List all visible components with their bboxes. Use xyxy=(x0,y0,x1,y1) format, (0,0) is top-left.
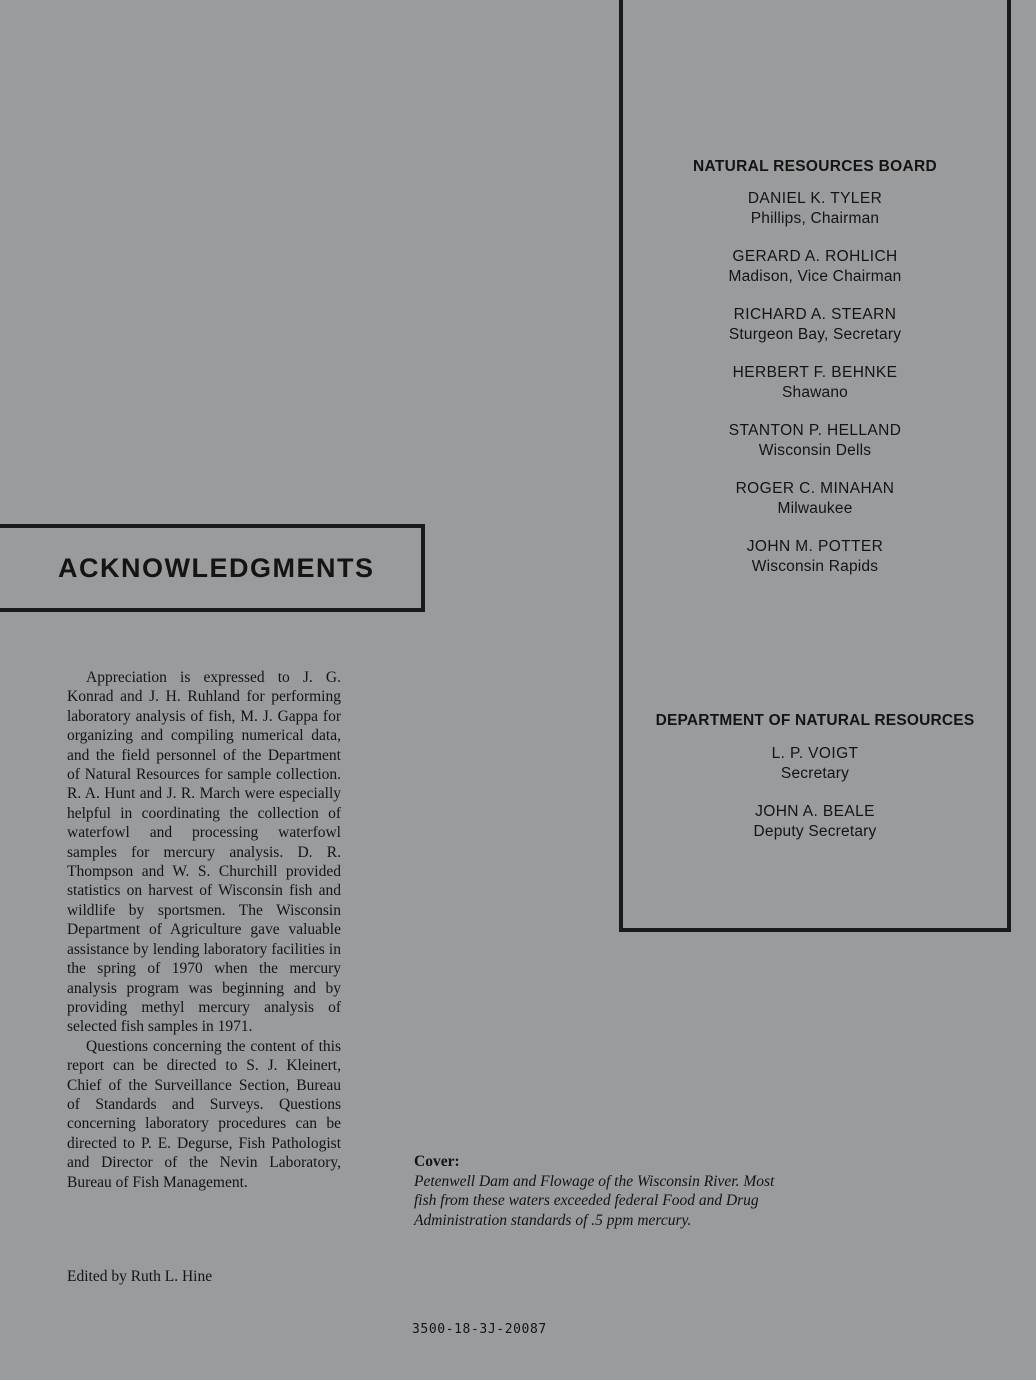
member-name: RICHARD A. STEARN xyxy=(733,306,897,323)
cover-label: Cover: xyxy=(414,1153,460,1170)
member-detail: Madison, Vice Chairman xyxy=(728,268,902,285)
print-code: 3500-18-3J-20087 xyxy=(412,1322,547,1337)
member-name: L. P. VOIGT xyxy=(771,745,859,762)
board-member xyxy=(623,479,1007,519)
acknowledgments-heading-box xyxy=(0,524,425,612)
board-member xyxy=(623,363,1007,403)
member-detail: Wisconsin Dells xyxy=(758,442,872,459)
member-name: JOHN M. POTTER xyxy=(746,538,884,555)
editor-credit: Edited by Ruth L. Hine xyxy=(67,1268,213,1285)
department-member xyxy=(623,744,1007,784)
member-detail: Sturgeon Bay, Secretary xyxy=(728,326,902,343)
member-name: DANIEL K. TYLER xyxy=(747,190,883,207)
member-detail: Phillips, Chairman xyxy=(750,210,880,227)
member-detail: Deputy Secretary xyxy=(753,823,877,840)
member-detail: Wisconsin Rapids xyxy=(751,558,879,575)
board-member xyxy=(623,537,1007,577)
cover-caption-block xyxy=(414,1152,794,1230)
member-detail: Milwaukee xyxy=(777,500,853,517)
member-detail: Shawano xyxy=(781,384,849,401)
member-name: STANTON P. HELLAND xyxy=(728,422,902,439)
acknowledgments-paragraph: Questions concerning the content of this report can be directed to S. J. Kleinert, Chief of the Surveillance Section, Bureau of Standards and Surveys. Questions concerning laboratory procedures can be directed to P. E. Degurse, Fish Pathologist and Director of the Nevin Laboratory, Bureau of Fish Management. xyxy=(67,1037,341,1191)
board-title: NATURAL RESOURCES BOARD xyxy=(692,158,937,175)
board-member xyxy=(623,247,1007,287)
member-name: ROGER C. MINAHAN xyxy=(735,480,895,497)
member-name: GERARD A. ROHLICH xyxy=(732,248,898,265)
member-name: HERBERT F. BEHNKE xyxy=(732,364,898,381)
department-title: DEPARTMENT OF NATURAL RESOURCES xyxy=(655,712,975,729)
acknowledgments-title: ACKNOWLEDGMENTS xyxy=(58,552,375,583)
acknowledgments-paragraph: Appreciation is expressed to J. G. Konrad and J. H. Ruhland for performing laboratory analysis of fish, M. J. Gappa for organizing and compiling numerical data, and the field personnel of the Department of Natural Resources for sample collection. R. A. Hunt and J. R. March were especially helpful in coordinating the collection of waterfowl and processing waterfowl samples for mercury analysis. D. R. Thompson and W. S. Churchill provided statistics on harvest of Wisconsin fish and wildlife by sportsmen. The Wisconsin Department of Agriculture gave valuable assistance by lending laboratory facilities in the spring of 1970 when the mercury analysis program was beginning and by providing methyl mercury analysis of selected fish samples in 1971. xyxy=(67,669,341,1036)
board-member xyxy=(623,421,1007,461)
board-member xyxy=(623,305,1007,345)
board-panel xyxy=(619,0,1011,932)
board-member xyxy=(623,189,1007,229)
department-member xyxy=(623,802,1007,842)
member-name: JOHN A. BEALE xyxy=(755,803,875,820)
cover-caption: Petenwell Dam and Flowage of the Wisconsin River. Most fish from these waters exceeded federal Food and Drug Administration standards of .5 ppm mercury. xyxy=(414,1172,775,1229)
member-detail: Secretary xyxy=(780,765,850,782)
acknowledgments-body xyxy=(67,668,341,1192)
